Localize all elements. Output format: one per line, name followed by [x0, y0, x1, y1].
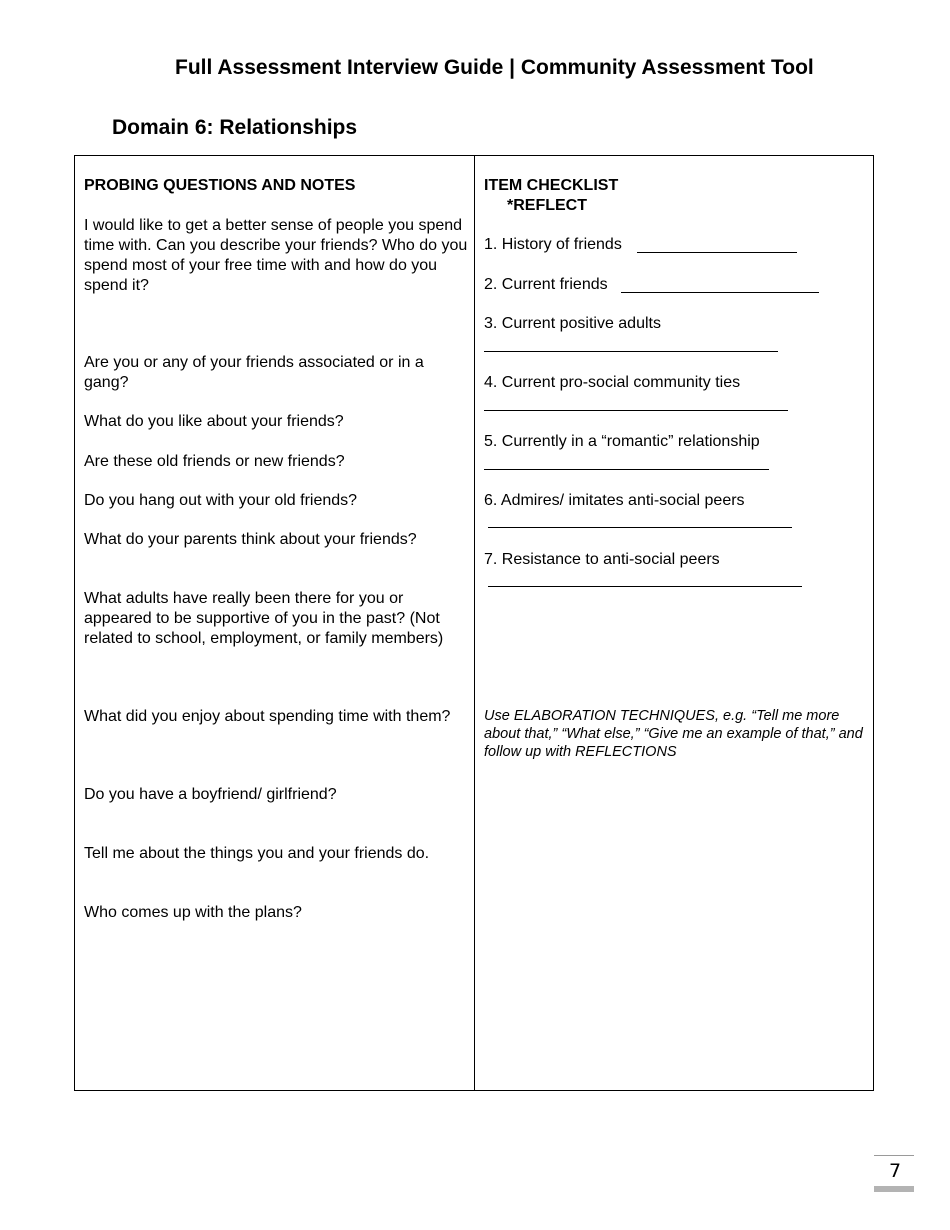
- assessment-table: [74, 155, 874, 1091]
- reflect-subheading: *REFLECT: [507, 197, 587, 214]
- question-item: Are you or any of your friends associated or in a gang?: [84, 354, 424, 391]
- page-number: 7: [889, 1160, 902, 1182]
- checklist-item: 6. Admires/ imitates anti-social peers: [484, 492, 745, 509]
- question-item: What do you like about your friends?: [84, 413, 344, 430]
- checklist-item: 7. Resistance to anti-social peers: [484, 551, 720, 568]
- page-number-top-rule: [874, 1155, 914, 1156]
- question-item: I would like to get a better sense of people you spend time with. Can you describe your friends? Who do you spend most of your free time with and how do you spend it?: [84, 217, 468, 294]
- answer-line: [484, 410, 788, 411]
- document-title: Full Assessment Interview Guide | Community Assessment Tool: [175, 56, 814, 79]
- checklist-item: 1. History of friends: [484, 236, 622, 253]
- question-item: Who comes up with the plans?: [84, 904, 302, 921]
- question-item: Do you hang out with your old friends?: [84, 492, 358, 509]
- question-item: Tell me about the things you and your friends do.: [84, 845, 430, 862]
- column-divider: [474, 156, 475, 1090]
- checklist-item: 4. Current pro-social community ties: [484, 374, 741, 391]
- question-item: What adults have really been there for you or appeared to be supportive of you in the past? (Not related to school, employment, or family members): [84, 590, 444, 647]
- checklist-item: 3. Current positive adults: [484, 315, 661, 332]
- question-item: Are these old friends or new friends?: [84, 453, 345, 470]
- question-item: Do you have a boyfriend/ girlfriend?: [84, 786, 337, 803]
- checklist-item: 2. Current friends: [484, 276, 608, 293]
- item-checklist-heading: ITEM CHECKLIST: [484, 177, 619, 194]
- probing-questions-heading: PROBING QUESTIONS AND NOTES: [84, 177, 356, 194]
- checklist-item: 5. Currently in a “romantic” relationship: [484, 433, 760, 450]
- answer-line: [637, 252, 797, 253]
- answer-line: [484, 469, 769, 470]
- answer-line: [484, 351, 778, 352]
- domain-title: Domain 6: Relationships: [112, 116, 358, 139]
- question-item: What did you enjoy about spending time with them?: [84, 708, 451, 725]
- question-item: What do your parents think about your friends?: [84, 531, 417, 548]
- page-number-box: [874, 1155, 914, 1192]
- elaboration-note: Use ELABORATION TECHNIQUES, e.g. “Tell me more about that,” “What else,” “Give me an example of that,” and follow up with REFLECTIONS: [484, 708, 863, 760]
- answer-line: [488, 586, 802, 587]
- answer-line: [488, 527, 792, 528]
- answer-line: [621, 292, 819, 293]
- page-number-bottom-bar: [874, 1186, 914, 1192]
